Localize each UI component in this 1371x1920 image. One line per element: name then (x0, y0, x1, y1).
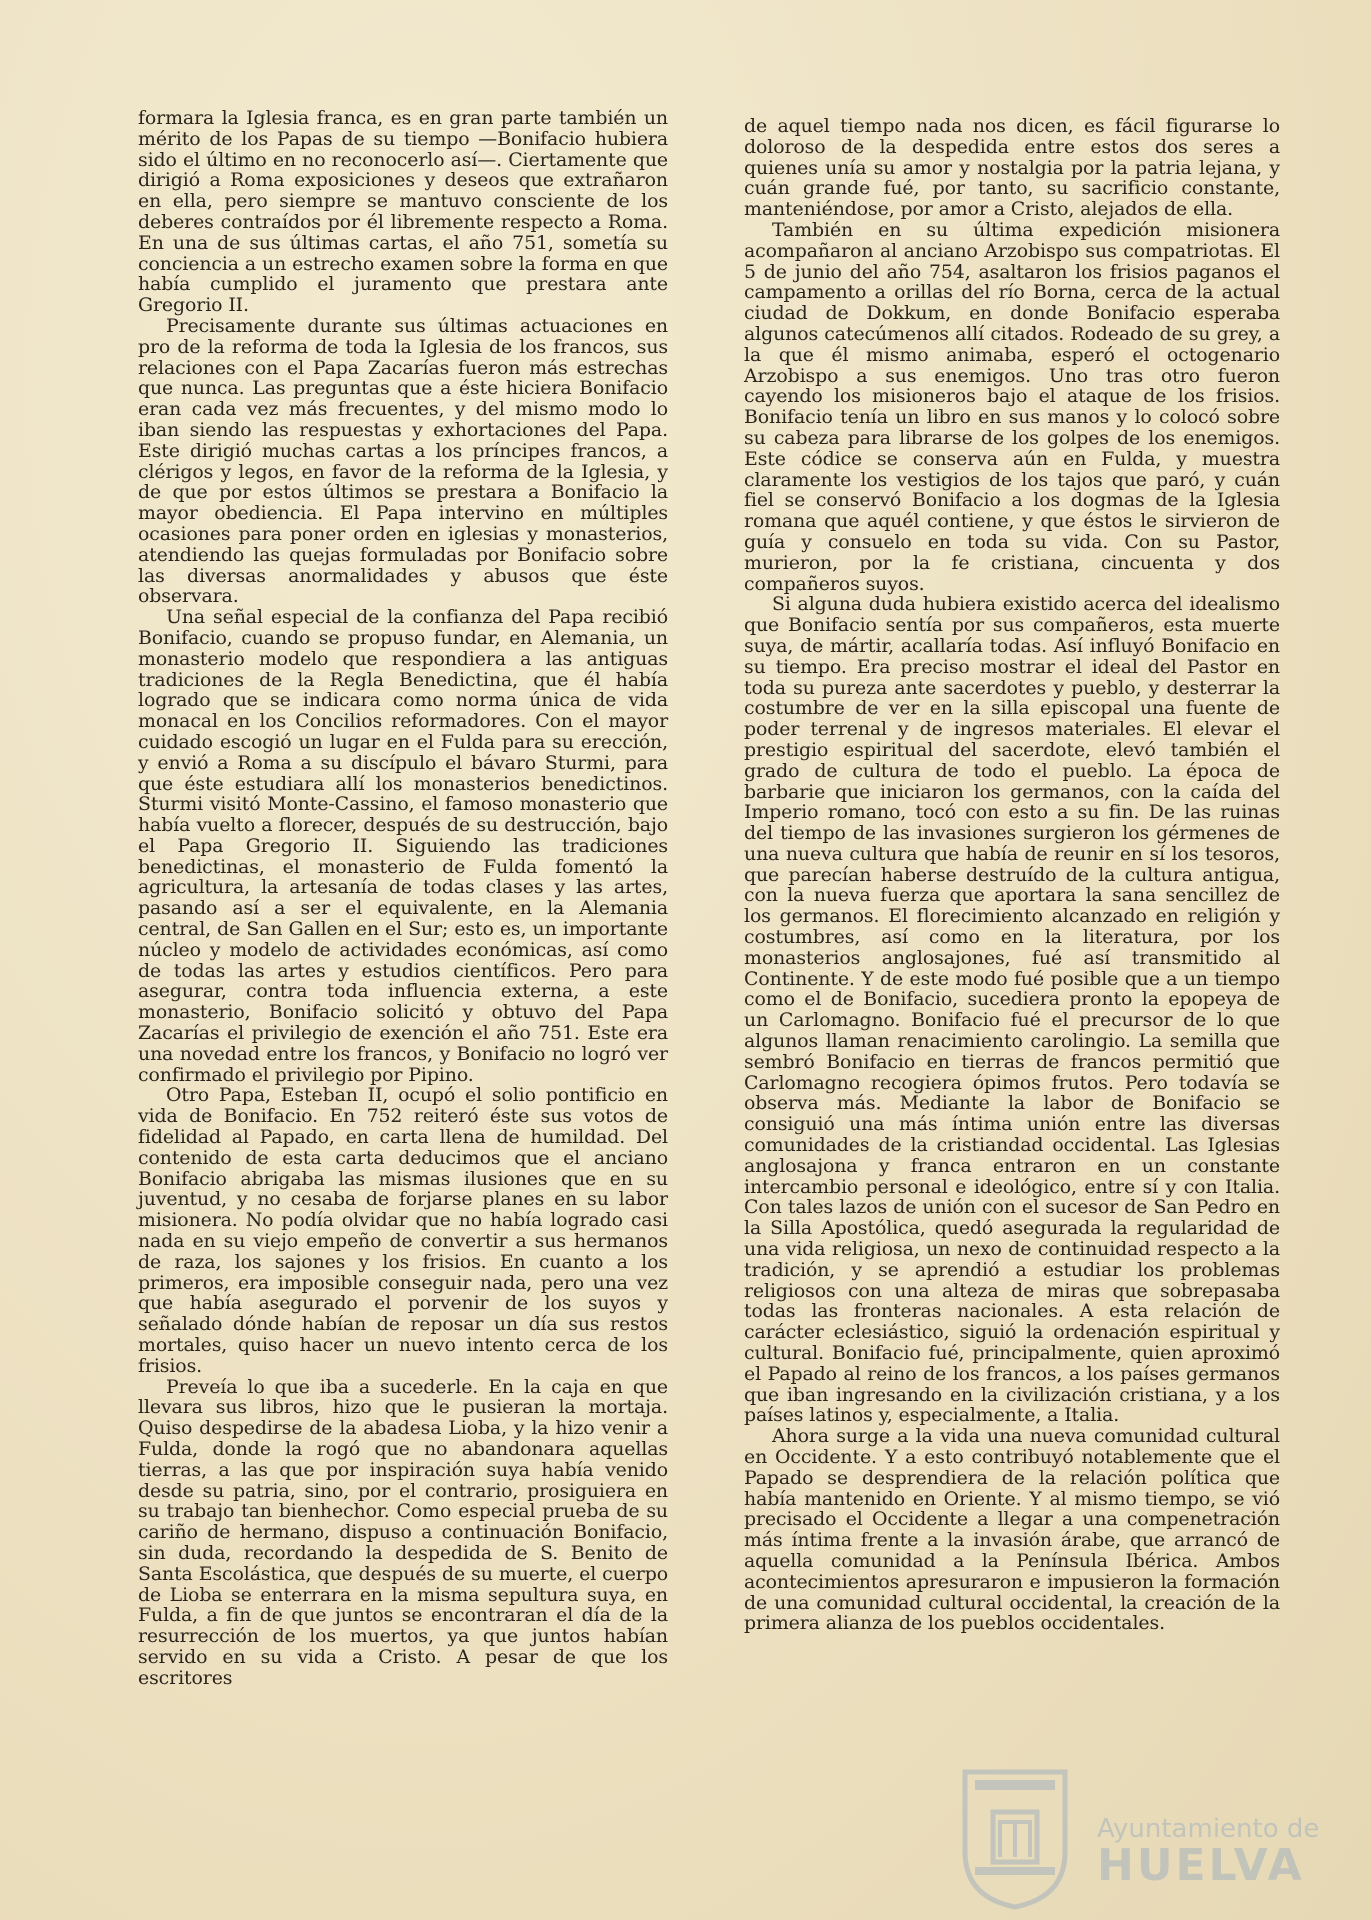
paragraph: Precisamente durante sus últimas actuaciones en pro de la reforma de toda la Iglesia de los francos, sus relaciones con el Papa Zacarías fueron más estrechas que nunca. Las preguntas que a éste hiciera Bonifacio eran cada vez más frecuentes, y del mismo modo lo iban siendo las respuestas y exhortaciones del Papa. Este dirigió muchas cartas a los príncipes francos, a clérigos y legos, en favor de la reforma de la Iglesia, y de que por estos últimos se prestara a Bonifacio la mayor obediencia. El Papa intervino en múltiples ocasiones para poner orden en iglesias y monasterios, atendiendo las quejas formuladas por Bonifacio sobre las diversas anormalidades y abusos que éste observara. (138, 314, 668, 608)
paragraph: Ahora surge a la vida una nueva comunidad cultural en Occidente. Y a esto contribuyó notablemente que el Papado se desprendiera de la relación política que había mantenido en Oriente. Y al mismo tiempo, se vió precisado el Occidente a llegar a una compenetración más íntima frente a la invasión árabe, que arrancó de aquella comunidad a la Península Ibérica. Ambos acontecimientos apresuraron e impusieron la formación de una comunidad cultural occidental, la creación de la primera alianza de los pueblos occidentales. (744, 1425, 1280, 1635)
paragraph: Si alguna duda hubiera existido acerca del idealismo que Bonifacio sentía por sus compañeros, esta muerte suya, de mártir, acallaría todas. Así influyó Bonifacio en su tiempo. Era preciso mostrar el ideal del Pastor en toda su pureza ante sacerdotes y pueblo, y desterrar la costumbre de ver en la silla episcopal una fuente de poder terrenal y de ingresos materiales. El elevar el prestigio espiritual del sacerdote, elevó también el grado de cultura de todo el pueblo. La época de barbarie que iniciaron los germanos, con la caída del Imperio romano, tocó con esto a su fin. De las ruinas del tiempo de las invasiones surgieron los gérmenes de una nueva cultura que había de reunir en sí los tesoros, que parecían haberse destruído de la cultura antigua, con la nueva fuerza que aportara la sana sencillez de los germanos. El florecimiento alcanzado en religión y costumbres, así como en la literatura, por los monasterios anglosajones, fué así transmitido al Continente. Y de este modo fué posible que a un tiempo como el de Bonifacio, sucediera pronto la epopeya de un Carlomagno. Bonifacio fué el precursor de lo que algunos llaman renacimiento carolingio. La semilla que sembró Bonifacio en tierras de francos permitió que Carlomagno recogiera ópimos frutos. Pero todavía se observa más. Mediante la labor de Bonifacio se consiguió una más íntima unión entre las diversas comunidades de la cristiandad occidental. Las Iglesias anglosajona y franca entraron en un constante intercambio personal e ideológico, entre sí y con Italia. Con tales lazos de unión con el sucesor de San Pedro en la Silla Apostólica, quedó asegurada la regularidad de una vida religiosa, un nexo de continuidad respecto a la tradición, y se aprendió a estudiar los problemas religiosos con una alteza de miras que sobrepasaba todas las fronteras nacionales. A esta relación de carácter eclesiástico, siguió la ordenación espiritual y cultural. Bonifacio fué, principalmente, quien aproximó el Papado al reino de los francos, a los países germanos que iban ingresando en la civilización cristiana, y a los países latinos y, especialmente, a Italia. (744, 593, 1280, 1427)
paragraph: Preveía lo que iba a sucederle. En la caja en que llevara sus libros, hizo que le pusieran la mortaja. Quiso despedirse de la abadesa Lioba, y la hizo venir a Fulda, donde la rogó que no abandonara aquellas tierras, a las que por inspiración suya había venido desde su patria, sino, por el contrario, prosiguiera en su trabajo tan bienhechor. Como especial prueba de su cariño de hermano, dispuso a continuación Bonifacio, sin duda, recordando la despedida de S. Benito de Santa Escolástica, que después de su muerte, el cuerpo de Lioba se enterrara en la misma sepultura suya, en Fulda, a fin de que juntos se encontraran el día de la resurrección de los muertos, ya que juntos habían servido en su vida a Cristo. A pesar de que los escritores (138, 1375, 668, 1689)
paragraph: de aquel tiempo nada nos dicen, es fácil figurarse lo doloroso de la despedida entre estos dos seres a quienes unía su amor y nostalgia por la patria lejana, y cuán grande fué, por tanto, su sacrificio constante, manteniéndose, por amor a Cristo, alejados de ella. (744, 115, 1280, 221)
left-column (138, 108, 668, 1689)
paragraph: Una señal especial de la confianza del Papa recibió Bonifacio, cuando se propuso fundar, en Alemania, un monasterio modelo que respondiera a las antiguas tradiciones de la Regla Benedictina, que él había logrado que se indicara como norma única de vida monacal en los Concilios reformadores. Con el mayor cuidado escogió un lugar en el Fulda para su erección, y envió a Roma a su discípulo el bávaro Sturmi, para que éste estudiara allí los monasterios benedictinos. Sturmi visitó Monte-Cassino, el famoso monasterio que había vuelto a florecer, después de su destrucción, bajo el Papa Gregorio II. Siguiendo las tradiciones benedictinas, el monasterio de Fulda fomentó la agricultura, la artesanía de todas clases y las artes, pasando así a ser el equivalente, en la Alemania central, de San Gallen en el Sur; esto es, un importante núcleo y modelo de actividades económicas, así como de todas las artes y estudios científicos. Pero para asegurar, contra toda influencia externa, a este monasterio, Bonifacio solicitó y obtuvo del Papa Zacarías el privilegio de exención el año 751. Este era una novedad entre los francos, y Bonifacio no logró ver confirmado el privilegio por Pipino. (138, 606, 668, 1086)
coat-of-arms-icon (955, 1762, 1075, 1912)
watermark-line1: Ayuntamiento de (1097, 1814, 1320, 1844)
paragraph: También en su última expedición misionera acompañaron al anciano Arzobispo sus compatriotas. El 5 de junio del año 754, asaltaron los frisios paganos el campamento a orillas del río Borna, cerca de la actual ciudad de Dokkum, en donde Bonifacio esperaba algunos catecúmenos allí citados. Rodeado de su grey, a la que él mismo animaba, esperó el octogenario Arzobispo a sus enemigos. Uno tras otro fueron cayendo los misioneros bajo el ataque de los frisios. Bonifacio tenía un libro en sus manos y lo colocó sobre su cabeza para librarse de los golpes de los enemigos. Este códice se conserva aún en Fulda, y muestra claramente los vestigios de los tajos que paró, y cuán fiel se conservó Bonifacio a los dogmas de la Iglesia romana que aquél contiene, y que éstos le sirvieron de guía y consuelo en toda su vida. Con su Pastor, murieron, por la fe cristiana, cincuenta y dos compañeros suyos. (744, 218, 1280, 595)
right-column (744, 116, 1280, 1634)
watermark (955, 1762, 1320, 1891)
paragraph: Otro Papa, Esteban II, ocupó el solio pontificio en vida de Bonifacio. En 752 reiteró éste sus votos de fidelidad al Papado, en carta llena de humildad. Del contenido de esta carta deducimos que el anciano Bonifacio abrigaba las mismas ilusiones que en su juventud, y no cesaba de forjarse planes en su labor misionera. No podía olvidar que no había logrado casi nada en su viejo empeño de convertir a sus hermanos de raza, los sajones y los frisios. En cuanto a los primeros, era imposible conseguir nada, pero una vez que había asegurado el porvenir de los suyos y señalado dónde habían de reposar un día sus restos mortales, quiso hacer un nuevo intento cerca de los frisios. (138, 1084, 668, 1377)
watermark-line2: HUELVA (1097, 1840, 1305, 1891)
paragraph: formara la Iglesia franca, es en gran parte también un mérito de los Papas de su tiempo —Bonifacio hubiera sido el último en no reconocerlo así—. Ciertamente que dirigió a Roma exposiciones y deseos que extrañaron en ella, pero siempre se mantuvo consciente de los deberes contraídos por él libremente respecto a Roma. En una de sus últimas cartas, el año 751, sometía su conciencia a un estrecho examen sobre la forma en que había cumplido el juramento que prestara ante Gregorio II. (138, 107, 668, 317)
